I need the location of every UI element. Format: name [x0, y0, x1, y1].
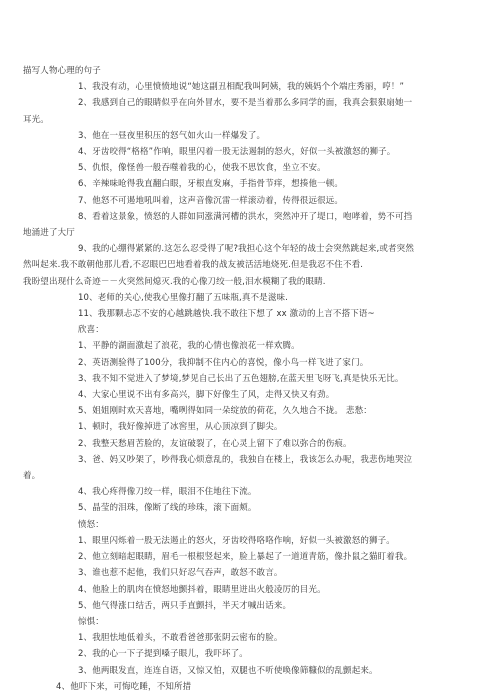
text-line: 2、我的心一下子提到嗓子眼儿，我吓坏了。: [78, 649, 248, 660]
text-line: 4、他脸上的肌肉在愤怒地颤抖着，眼睛里迸出火般凌厉的目光。: [78, 584, 326, 595]
text-line: 4、我心疼得像刀绞一样，眼泪不住地往下流。: [78, 487, 257, 498]
text-line: 5、晶莹的泪珠，像断了线的珍珠，滚下面颊。: [78, 503, 257, 514]
text-line: 2、英语测验得了100分，我抑制不住内心的喜悦，像小鸟一样飞进了家门。: [78, 357, 369, 368]
text-line: 3、爸、妈又吵架了，吵得我心烦意乱的，我独自在楼上，我该怎么办呢，我悲伤地哭泣: [78, 454, 413, 465]
text-line: 3、他两眼发直，连连自语，又惊又怕，双腿也不听使唤像筛糠似的乱颤起来。: [78, 665, 378, 676]
text-line: 1、我没有动，心里愤愤地说“她这副丑相配我叫阿姨，我的姨妈个个端庄秀丽，哼！”: [78, 82, 405, 93]
text-line: 3、谁也惹不起他，我们只好忍气吞声，敢怒不敢言。: [78, 568, 283, 579]
text-line: 惊惧：: [78, 616, 104, 627]
text-line: 2、他立刻暗起眼睛，眉毛一根根竖起来，脸上暴起了一道道青筋，像扑鼠之猫盯着我。: [78, 552, 413, 563]
text-line: 5、姐姐刚时欢天喜地，嘴咧得如同一朵绽放的荷花，久久地合不拢。 悲愁：: [78, 406, 372, 417]
text-line: 3、他在一昼夜里积压的怒气如火山一样爆发了。: [78, 130, 266, 141]
text-line: 耳光。: [23, 114, 49, 125]
text-line: 9、我的心绷得紧紧的.这怎么忍受得了呢?我担心这个年轻的战士会突然跳起来,或者突然: [78, 244, 414, 255]
text-line: 5、他气得涨口结舌，两只手直颤抖，半天才喊出话来。: [78, 600, 292, 611]
text-line: 愤怒：: [78, 519, 104, 530]
text-line: 然叫起来.我不敢朝他那儿看,不忍眼巴巴地看着我的战友被活活地烧死.但是我忍不住不看.: [23, 260, 364, 271]
text-line: 我盼望出现什么奇迹－－火突然间熄灭.我的心像刀绞一般,泪水模糊了我的眼睛.: [23, 276, 326, 287]
text-line: 着。: [23, 471, 41, 482]
text-line: 8、看着这景象，愤怒的人群如同涨满河槽的洪水，突然冲开了堤口，咆哮着，势不可挡: [78, 211, 413, 222]
text-line: 欣喜：: [78, 325, 104, 336]
text-line: 2、我整天愁眉苦脸的，友谊破裂了，在心灵上留下了难以弥合的伤痕。: [78, 438, 352, 449]
text-line: 4、牙齿咬得“格格”作响，眼里闪着一股无法遏制的怒火，好似一头被激怒的狮子。: [78, 147, 396, 158]
text-line: 5、仇恨，像怪兽一般吞噬着我的心，使我不思饮食，坐立不安。: [78, 163, 326, 174]
text-line: 1、眼里闪烁着一股无法遏止的怒火，牙齿咬得咯咯作响，好似一头被激怒的狮子。: [78, 535, 395, 546]
text-line: 6、辛辣味呛得我直翻白眼，牙根直发麻，手指骨节痒，想揍他一顿。: [78, 179, 344, 190]
text-line: 地涌进了大厅: [23, 228, 75, 239]
text-line: 11、我那颗忐忑不安的心越跳越快.我不敢往下想了 xx 激动的上言不搭下语~: [78, 309, 375, 320]
text-line: 2、我感到自己的眼睛似乎在向外冒水，要不是当着那么多同学的面，我真会狠狠扇她一: [78, 98, 413, 109]
text-line: 7、他怒不可遏地吼叫着，这声音像沉雷一样滚动着，传得很远很远。: [78, 195, 344, 206]
text-line: 1、平静的湖面激起了浪花，我的心情也像浪花一样欢腾。: [78, 341, 300, 352]
text-line: 10、老师的关心,使我心里像打翻了五味瓶,真不是滋味.: [78, 292, 288, 303]
text-line: 3、我不知不觉进入了梦境,梦见自己长出了五色翅膀,在蓝天里飞呀飞,真是快乐无比。: [78, 373, 404, 384]
text-line: 1、我胆怯地低着头，不敢看爸爸那张阴云密布的脸。: [78, 633, 283, 644]
text-line: 1、顿时，我好像掉进了冰窖里，从心顶凉到了脚尖。: [78, 422, 283, 433]
document-title: 描写人物心理的句子: [23, 66, 101, 76]
text-line: 4、大家心里说不出有多高兴，脚下好像生了风，走得又快又有劲。: [78, 390, 335, 401]
text-line: 4、他吓下来，可悔吃睡，不知所措: [56, 681, 192, 692]
